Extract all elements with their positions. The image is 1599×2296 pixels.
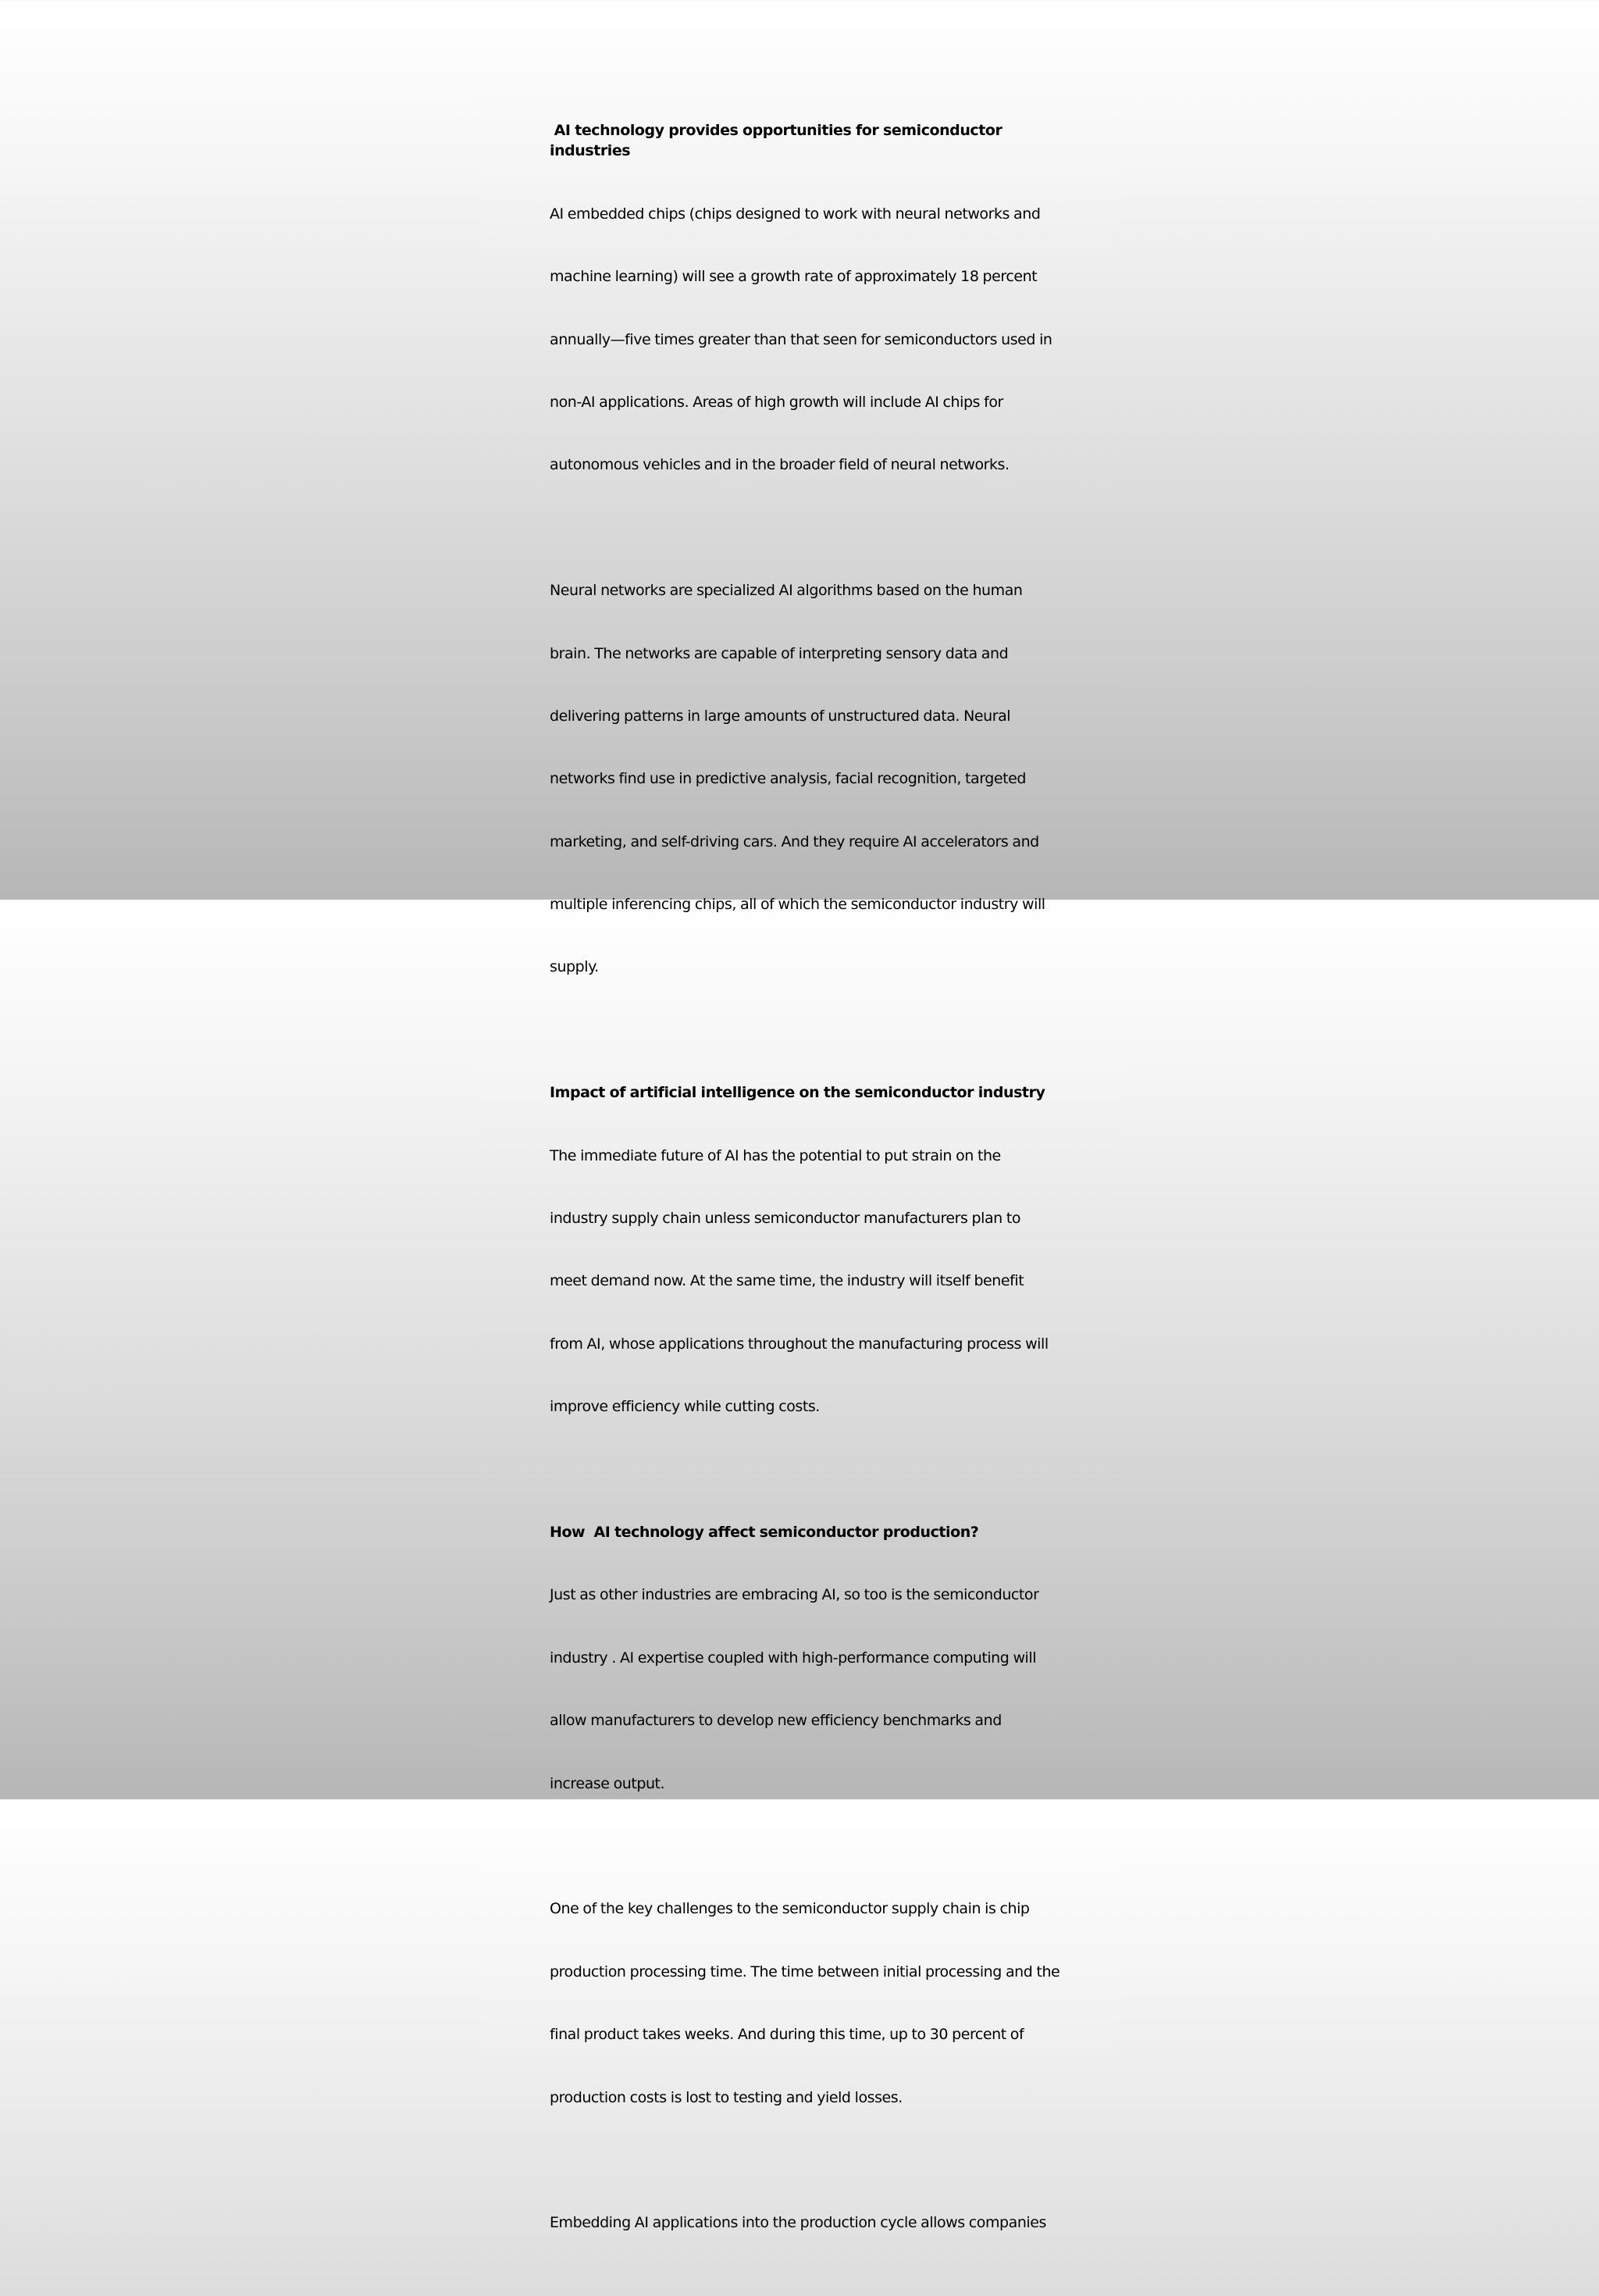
paragraph-line: final product takes weeks. And during this time, up to 30 percent of	[550, 2026, 1024, 2044]
paragraph-line: AI embedded chips (chips designed to work with neural networks and	[550, 205, 1041, 223]
paragraph-line: industry . AI expertise coupled with high-performance computing will	[550, 1649, 1037, 1667]
paragraph-line: multiple inferencing chips, all of which the semiconductor industry will	[550, 896, 1045, 914]
section-impact	[550, 1041, 1049, 1460]
section-heading: AI technology provides opportunities for semiconductor industries	[550, 121, 1007, 160]
paragraph-line: production costs is lost to testing and yield losses.	[550, 2088, 903, 2106]
section-challenges	[550, 1857, 1060, 2150]
paragraph-line: industry supply chain unless semiconductor manufacturers plan to	[550, 1210, 1021, 1228]
paragraph-line: supply.	[550, 958, 599, 976]
paragraph-line: The immediate future of AI has the potential to put strain on the	[550, 1146, 1001, 1164]
paragraph-line: non-AI applications. Areas of high growth will include AI chips for	[550, 393, 1003, 411]
paragraph-line: production processing time. The time between initial processing and the	[550, 1963, 1060, 1980]
section-heading: Impact of artificial intelligence on the semiconductor industry	[550, 1084, 1045, 1102]
section-neural-networks	[550, 539, 1049, 1020]
paragraph-line: autonomous vehicles and in the broader field of neural networks.	[550, 456, 1010, 474]
paragraph-line: Neural networks are specialized AI algorithms based on the human	[550, 582, 1023, 600]
section-heading: How AI technology affect semiconductor production?	[550, 1523, 979, 1541]
paragraph-line: annually—five times greater than that seen for semiconductors used in	[550, 330, 1052, 348]
section-production	[550, 1480, 1049, 1836]
paragraph-line: machine learning) will see a growth rate of approximately 18 percent	[550, 268, 1038, 286]
section-embedding	[550, 2171, 1049, 2276]
paragraph-line: One of the key challenges to the semiconductor supply chain is chip	[550, 1900, 1030, 1918]
paragraph-line: Just as other industries are embracing AI, so too is the semiconductor	[550, 1586, 1039, 1604]
paragraph-line: brain. The networks are capable of interpreting sensory data and	[550, 644, 1009, 662]
paragraph-line: increase output.	[550, 1774, 665, 1792]
paragraph-line: meet demand now. At the same time, the industry will itself benefit	[550, 1272, 1024, 1290]
paragraph-line: allow manufacturers to develop new efficiency benchmarks and	[550, 1712, 1002, 1730]
document-body	[550, 78, 1060, 2296]
paragraph-line: improve efficiency while cutting costs.	[550, 1398, 820, 1416]
paragraph-line: from AI, whose applications throughout the manufacturing process will	[550, 1335, 1049, 1353]
paragraph-line: delivering patterns in large amounts of unstructured data. Neural	[550, 707, 1011, 725]
section-opportunities	[550, 78, 1052, 518]
paragraph-line: networks find use in predictive analysis, facial recognition, targeted	[550, 770, 1026, 788]
paragraph-line: Embedding AI applications into the production cycle allows companies	[550, 2214, 1046, 2232]
paragraph-line: marketing, and self-driving cars. And they require AI accelerators and	[550, 832, 1039, 850]
